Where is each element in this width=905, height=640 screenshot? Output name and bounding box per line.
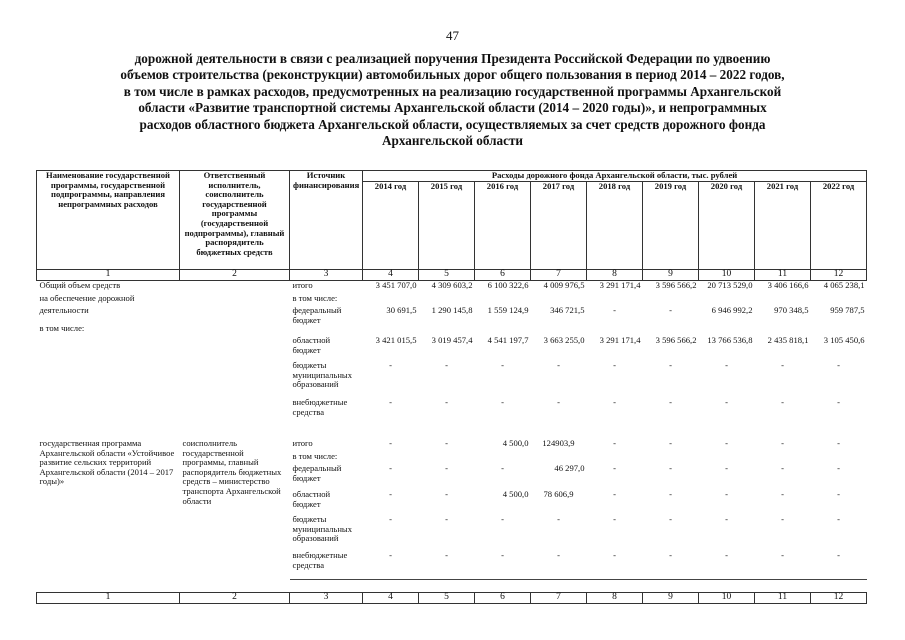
cell-value: - xyxy=(501,463,504,474)
cell-value: - xyxy=(725,438,728,449)
cell-value: - xyxy=(755,551,811,579)
cell-value: - xyxy=(669,463,672,474)
table-row xyxy=(37,280,867,294)
heading-line: объемов строительства (реконструкции) автомобильных дорог общего пользования в период 2014 – 2022 годов, xyxy=(120,67,785,83)
block-rural-program xyxy=(37,439,867,603)
block2-executor: соисполнитель государственной программы, главный распорядитель бюджетных средств – министерство транспорта Архангельской области xyxy=(182,438,282,506)
cell-value: - xyxy=(613,305,616,316)
cell-value: - xyxy=(837,397,840,408)
heading-line: дорожной деятельности в связи с реализацией поручения Президента Российской Федерации по удвоению xyxy=(134,51,771,66)
row-source: бюджеты муниципальных образований xyxy=(292,360,352,390)
column-number: 8 xyxy=(587,592,643,603)
heading-line: области «Развитие транспортной системы Архангельской области (2014 – 2020 годы)», и непрограммных xyxy=(138,100,767,116)
heading-line: расходов областного бюджета Архангельской области, осуществляемых за счет средств дорожного фонда xyxy=(139,116,766,132)
header-year: 2019 год xyxy=(643,181,699,269)
cell-value: 4 009 976,5 xyxy=(543,279,585,290)
column-number: 5 xyxy=(419,592,475,603)
column-number: 11 xyxy=(755,592,811,603)
cell-value: 3 596 566,2 xyxy=(655,279,697,290)
cell-value: - xyxy=(669,514,672,525)
table-row xyxy=(37,336,867,361)
cell-value: - xyxy=(669,489,672,500)
header-source: Источник финансирования xyxy=(290,171,363,270)
column-number: 6 xyxy=(475,592,531,603)
column-number: 9 xyxy=(643,592,699,603)
column-number: 10 xyxy=(699,592,755,603)
cell-value: 4 065 238,1 xyxy=(823,279,865,290)
cell-value: 3 451 707,0 xyxy=(375,279,417,290)
block1-subtitle: в том числе: xyxy=(39,323,85,334)
cell-value: 20 713 529,0 xyxy=(707,279,753,290)
column-number: 8 xyxy=(587,269,643,280)
cell-value: 959 787,5 xyxy=(830,305,865,316)
cell-value: - xyxy=(669,438,672,449)
cell-value: - xyxy=(475,551,531,579)
cell-value: - xyxy=(781,438,784,449)
cell-value: - xyxy=(837,489,840,500)
cell-value: - xyxy=(363,551,419,579)
cell-value: 124903,9 xyxy=(542,438,575,449)
block1-name: Общий объем средств xyxy=(39,279,121,290)
cell-value: 346 721,5 xyxy=(550,305,585,316)
column-number: 1 xyxy=(37,269,180,280)
cell-value: 4 541 197,7 xyxy=(487,335,529,346)
header-expenses: Расходы дорожного фонда Архангельской области, тыс. рублей xyxy=(363,171,867,182)
header-year: 2018 год xyxy=(587,181,643,269)
cell-value: - xyxy=(389,438,392,449)
cell-value: - xyxy=(501,514,504,525)
header-year: 2020 год xyxy=(699,181,755,269)
cell-value: 1 559 124,9 xyxy=(487,305,529,316)
expenses-table xyxy=(36,170,867,604)
row-source: в том числе: xyxy=(292,293,338,304)
cell-value: - xyxy=(837,360,840,371)
cell-value: - xyxy=(389,514,392,525)
cell-value: - xyxy=(837,438,840,449)
cell-value: - xyxy=(389,397,392,408)
document-heading xyxy=(40,51,865,149)
cell-value: - xyxy=(613,514,616,525)
cell-value: 970 348,5 xyxy=(774,305,809,316)
cell-value: - xyxy=(445,397,448,408)
heading-line: в том числе в рамках расходов, предусмотренных на реализацию государственной программы Архангельской xyxy=(123,83,782,99)
cell-value: - xyxy=(669,397,672,408)
cell-value: - xyxy=(531,551,587,579)
cell-value: 30 691,5 xyxy=(386,305,417,316)
cell-value: 3 596 566,2 xyxy=(655,335,697,346)
cell-value: - xyxy=(557,397,560,408)
cell-value: - xyxy=(613,360,616,371)
cell-value: 3 019 457,4 xyxy=(431,335,473,346)
row-source: внебюджетные средства xyxy=(290,551,363,579)
column-number: 11 xyxy=(755,269,811,280)
cell-value: - xyxy=(725,463,728,474)
cell-value: - xyxy=(699,551,755,579)
row-source: федеральный бюджет xyxy=(292,463,342,483)
row-source: областной бюджет xyxy=(292,489,331,509)
block1-name: на обеспечение дорожной xyxy=(39,293,135,304)
cell-value: - xyxy=(389,360,392,371)
column-number: 2 xyxy=(180,592,290,603)
cell-value: - xyxy=(781,514,784,525)
cell-value: - xyxy=(725,360,728,371)
cell-value: 3 406 166,6 xyxy=(767,279,809,290)
cell-value: - xyxy=(445,438,448,449)
column-number: 4 xyxy=(363,269,419,280)
column-number-row xyxy=(37,269,867,280)
row-source: федеральный бюджет xyxy=(292,305,342,325)
block1-name: деятельности xyxy=(39,305,89,316)
header-year: 2021 год xyxy=(755,181,811,269)
cell-value: 3 663 255,0 xyxy=(543,335,585,346)
cell-value: - xyxy=(643,551,699,579)
cell-value: - xyxy=(837,514,840,525)
cell-value: 6 946 992,2 xyxy=(711,305,753,316)
cell-value: 13 766 536,8 xyxy=(707,335,753,346)
column-number-row xyxy=(37,592,867,603)
cell-value: - xyxy=(781,397,784,408)
header-year: 2022 год xyxy=(811,181,867,269)
column-number: 7 xyxy=(531,592,587,603)
cell-value: 2 435 818,1 xyxy=(767,335,809,346)
column-number: 1 xyxy=(37,592,180,603)
block2-name: государственная программа Архангельской области «Устойчивое развитие сельских территорий Архангельской области (2014 – 2017 годы)» xyxy=(39,438,175,487)
cell-value: 78 606,9 xyxy=(543,489,574,500)
header-year: 2015 год xyxy=(419,181,475,269)
cell-value: - xyxy=(501,360,504,371)
cell-value: - xyxy=(781,463,784,474)
column-number: 10 xyxy=(699,269,755,280)
cell-value: - xyxy=(613,463,616,474)
header-executor: Ответственный исполнитель, соисполнитель государственной программы (государственной подпрограммы), главный распорядитель бюджетных средств xyxy=(180,171,290,270)
cell-value: 4 500,0 xyxy=(502,438,529,449)
cell-value: - xyxy=(587,551,643,579)
column-number: 3 xyxy=(290,269,363,280)
header-program-name: Наименование государственной программы, государственной подпрограммы, направления непрограммных расходов xyxy=(37,171,180,270)
cell-value: 4 309 603,2 xyxy=(431,279,473,290)
row-source: областной бюджет xyxy=(292,335,331,355)
page-number: 47 xyxy=(446,28,459,43)
cell-value: - xyxy=(445,489,448,500)
cell-value: - xyxy=(613,489,616,500)
cell-value: - xyxy=(445,360,448,371)
cell-value: - xyxy=(811,551,867,579)
header-year: 2014 год xyxy=(363,181,419,269)
column-number: 4 xyxy=(363,592,419,603)
cell-value: 4 500,0 xyxy=(502,489,529,500)
cell-value: - xyxy=(781,489,784,500)
cell-value: - xyxy=(781,360,784,371)
column-number: 3 xyxy=(290,592,363,603)
heading-line: Архангельской области xyxy=(381,133,524,149)
table-row xyxy=(37,439,867,452)
cell-value: - xyxy=(557,514,560,525)
cell-value: 6 100 322,6 xyxy=(487,279,529,290)
cell-value: - xyxy=(725,397,728,408)
cell-value: 1 290 145,8 xyxy=(431,305,473,316)
row-source: итого xyxy=(292,438,313,449)
cell-value: - xyxy=(419,551,475,579)
cell-value: - xyxy=(613,397,616,408)
cell-value: - xyxy=(445,514,448,525)
cell-value: - xyxy=(837,463,840,474)
row-source: итого xyxy=(292,279,313,290)
cell-value: - xyxy=(725,514,728,525)
cell-value: - xyxy=(445,463,448,474)
cell-value: - xyxy=(389,463,392,474)
column-number: 9 xyxy=(643,269,699,280)
cell-value: - xyxy=(669,360,672,371)
cell-value: 3 291 171,4 xyxy=(599,335,641,346)
table-row xyxy=(37,398,867,426)
header-year: 2017 год xyxy=(531,181,587,269)
cell-value: - xyxy=(501,397,504,408)
table-row xyxy=(37,361,867,398)
cell-value: - xyxy=(669,305,672,316)
row-source: бюджеты муниципальных образований xyxy=(292,514,352,544)
cell-value: 3 105 450,6 xyxy=(823,335,865,346)
column-number: 12 xyxy=(811,592,867,603)
cell-value: 3 291 171,4 xyxy=(599,279,641,290)
column-number: 12 xyxy=(811,269,867,280)
row-source: в том числе: xyxy=(292,451,338,462)
cell-value: 46 297,0 xyxy=(554,463,585,474)
cell-value: 3 421 015,5 xyxy=(375,335,417,346)
cell-value: - xyxy=(725,489,728,500)
block-total xyxy=(37,280,867,439)
column-number: 5 xyxy=(419,269,475,280)
cell-value: - xyxy=(557,360,560,371)
column-number: 7 xyxy=(531,269,587,280)
cell-value: - xyxy=(389,489,392,500)
header-year: 2016 год xyxy=(475,181,531,269)
column-number: 6 xyxy=(475,269,531,280)
column-number: 2 xyxy=(180,269,290,280)
cell-value: - xyxy=(613,438,616,449)
row-source: внебюджетные средства xyxy=(292,397,348,417)
